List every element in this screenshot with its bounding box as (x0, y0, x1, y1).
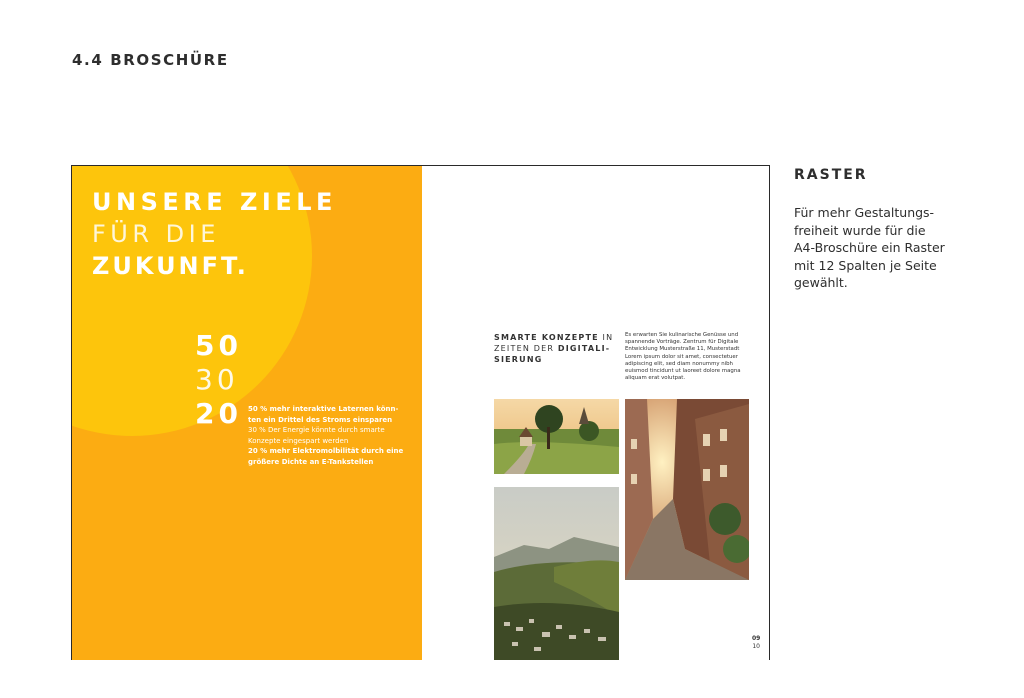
body-text: Es erwarten Sie kulinarische Genüsse und spannende Vorträge. Zentrum für Digitale Entwicklung Musterstraße 11, Musterstadt Lorem ipsum dolor sit amet, consectetuer adipiscing elit, sed diam nonummy nibh euismod tincidunt ut laoreet dolore magna aliquam erat volutpat. (625, 332, 741, 382)
concept-plain: IN ZEITEN DER (494, 333, 614, 353)
brochure-headline (92, 186, 337, 282)
headline-line-3: ZUKUNFT. (92, 252, 249, 280)
key-numbers (195, 329, 242, 431)
page-number-right: 10 (752, 643, 760, 650)
stat-3: 20 % mehr Elektromolbilität durch eine größere Dichte an E-Tankstellen (248, 447, 404, 466)
stats-text (248, 404, 408, 467)
landscape-photo-valley (494, 487, 619, 660)
page-numbers (752, 635, 760, 651)
headline-line-1: UNSERE ZIELE (92, 188, 337, 216)
headline-line-2: FÜR DIE (92, 220, 220, 248)
brochure-spread (71, 165, 770, 660)
page-number-left: 09 (752, 635, 761, 642)
photo-cobblestone-street (625, 399, 749, 580)
landscape-photo-village (494, 399, 619, 474)
section-title: 4.4 BROSCHÜRE (72, 51, 229, 69)
raster-description: Für mehr Gestaltungs- freiheit wurde für die A4-Broschüre ein Raster mit 12 Spalten je Seite gewählt. (794, 205, 945, 291)
number-20: 20 (195, 397, 242, 430)
right-page (422, 166, 770, 660)
number-30: 30 (195, 363, 239, 396)
concept-heading (494, 332, 619, 365)
concept-bold-2: DIGITALI- SIERUNG (494, 344, 611, 364)
number-50: 50 (195, 329, 242, 362)
left-page (72, 166, 422, 660)
stat-1: 50 % mehr interaktive Laternen könn- ten ein Drittel des Stroms einsparen (248, 405, 399, 424)
raster-title: RASTER (794, 167, 868, 183)
concept-bold-1: SMARTE KONZEPTE (494, 333, 599, 342)
stat-2: 30 % Der Energie könnte durch smarte Konzepte eingespart werden (248, 426, 385, 445)
